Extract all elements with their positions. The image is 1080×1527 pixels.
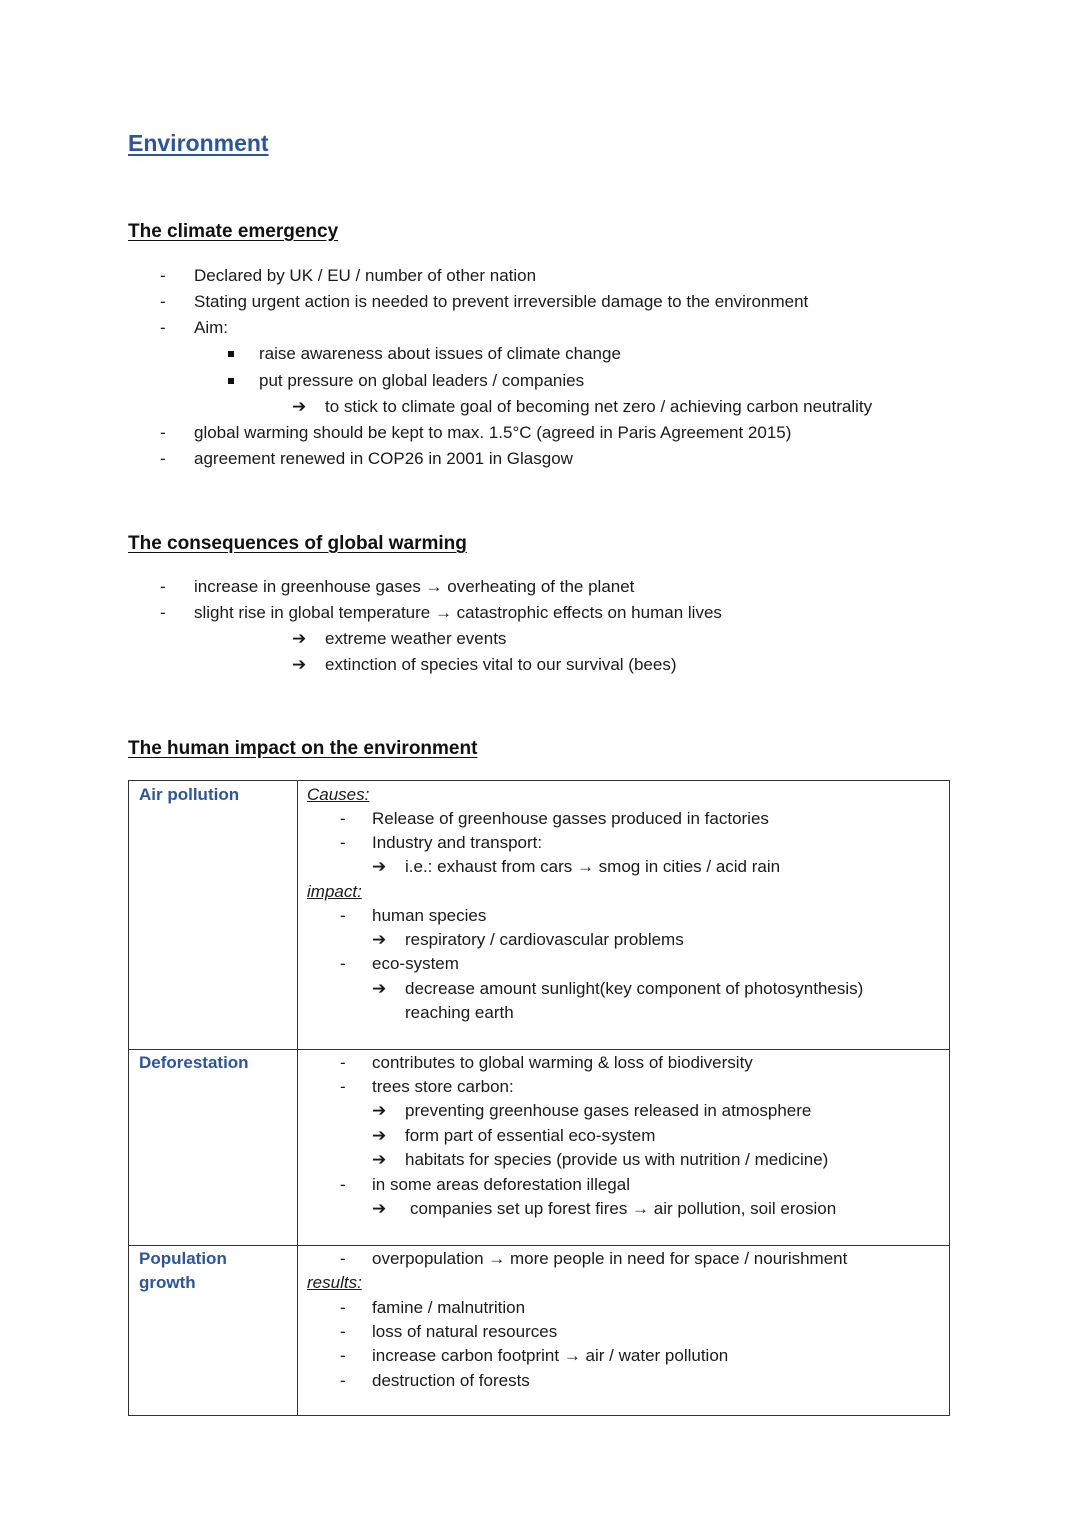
climate-item: Aim: (194, 318, 228, 337)
bullet-dash: - (160, 292, 166, 311)
arrow-icon: ➔ (372, 1150, 387, 1169)
page-title: Environment (128, 130, 269, 156)
cell-text: respiratory / cardiovascular problems (405, 930, 684, 949)
row-label-air-pollution: Air pollution (139, 785, 240, 804)
arrow-icon: ➔ (372, 1101, 387, 1120)
consequence-item: increase in greenhouse gases → overheating of the planet (194, 577, 635, 596)
cell-text: eco-system (372, 954, 459, 973)
cell-text: trees store carbon: (372, 1077, 514, 1096)
bullet-dash: - (160, 318, 166, 337)
cell-text: i.e.: exhaust from cars → smog in cities / acid rain (405, 857, 781, 876)
climate-item: Stating urgent action is needed to prevent irreversible damage to the environment (194, 292, 809, 311)
arrow-icon: ➔ (372, 930, 387, 949)
cell-text: Industry and transport: (372, 833, 543, 852)
arrow-icon: ➔ (372, 1126, 387, 1145)
arrow-icon: ➔ (372, 1199, 387, 1218)
bullet-dash: - (340, 1346, 346, 1365)
row-label-population-growth-cont: growth (139, 1273, 196, 1292)
table-row-divider (129, 1245, 949, 1246)
bullet-dash: - (340, 1371, 346, 1390)
results-label: results: (307, 1273, 362, 1292)
bullet-dash: - (160, 449, 166, 468)
arrow-icon: ➔ (292, 655, 307, 674)
bullet-dash: - (340, 1322, 346, 1341)
consequence-arrow-text: extinction of species vital to our survival (bees) (325, 655, 677, 674)
aim-item: raise awareness about issues of climate change (259, 344, 621, 363)
human-impact-heading: The human impact on the environment (128, 738, 478, 759)
cell-text: Release of greenhouse gasses produced in factories (372, 809, 769, 828)
cell-text: contributes to global warming & loss of biodiversity (372, 1053, 753, 1072)
consequence-item: slight rise in global temperature → catastrophic effects on human lives (194, 603, 722, 622)
bullet-dash: - (340, 1053, 346, 1072)
bullet-dash: - (160, 603, 166, 622)
square-bullet-icon (228, 378, 234, 384)
cell-text: decrease amount sunlight(key component of photosynthesis) (405, 979, 864, 998)
cell-text: loss of natural resources (372, 1322, 558, 1341)
cell-text: destruction of forests (372, 1371, 530, 1390)
cell-text: companies set up forest fires → air pollution, soil erosion (410, 1199, 837, 1218)
cell-text: form part of essential eco-system (405, 1126, 656, 1145)
row-label-population-growth: Population (139, 1249, 227, 1268)
bullet-dash: - (340, 809, 346, 828)
arrow-icon: ➔ (372, 979, 387, 998)
bullet-dash: - (340, 954, 346, 973)
arrow-icon: ➔ (292, 629, 307, 648)
arrow-icon: ➔ (372, 857, 387, 876)
climate-emergency-heading: The climate emergency (128, 221, 339, 242)
bullet-dash: - (160, 266, 166, 285)
consequences-heading: The consequences of global warming (128, 533, 467, 554)
table-column-divider (297, 781, 298, 1415)
cell-text: famine / malnutrition (372, 1298, 526, 1317)
cell-text: human species (372, 906, 487, 925)
row-label-deforestation: Deforestation (139, 1053, 249, 1072)
arrow-icon: ➔ (292, 397, 307, 416)
bullet-dash: - (340, 1077, 346, 1096)
bullet-dash: - (340, 906, 346, 925)
climate-item: global warming should be kept to max. 1.5°C (agreed in Paris Agreement 2015) (194, 423, 792, 442)
cell-text: in some areas deforestation illegal (372, 1175, 630, 1194)
climate-item: Declared by UK / EU / number of other nation (194, 266, 537, 285)
bullet-dash: - (160, 577, 166, 596)
impact-label: impact: (307, 882, 362, 901)
bullet-dash: - (340, 1175, 346, 1194)
human-impact-table (128, 780, 950, 1416)
bullet-dash: - (340, 1249, 346, 1268)
causes-label: Causes: (307, 785, 370, 804)
cell-text: overpopulation → more people in need for space / nourishment (372, 1249, 848, 1268)
square-bullet-icon (228, 351, 234, 357)
consequence-arrow-text: extreme weather events (325, 629, 507, 648)
cell-text: preventing greenhouse gases released in atmosphere (405, 1101, 812, 1120)
table-row-divider (129, 1049, 949, 1050)
cell-text: habitats for species (provide us with nutrition / medicine) (405, 1150, 829, 1169)
bullet-dash: - (340, 833, 346, 852)
bullet-dash: - (340, 1298, 346, 1317)
aim-item: put pressure on global leaders / companies (259, 371, 585, 390)
cell-text: reaching earth (405, 1003, 514, 1022)
bullet-dash: - (160, 423, 166, 442)
climate-item: agreement renewed in COP26 in 2001 in Glasgow (194, 449, 573, 468)
cell-text: increase carbon footprint → air / water pollution (372, 1346, 729, 1365)
aim-arrow-text: to stick to climate goal of becoming net zero / achieving carbon neutrality (325, 397, 873, 416)
